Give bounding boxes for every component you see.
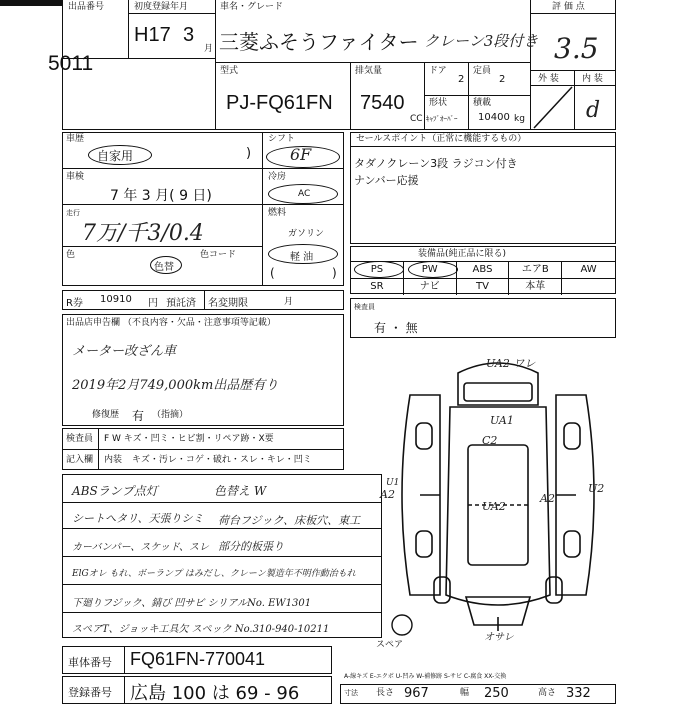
- lot-number: 5011: [48, 52, 94, 75]
- equip-ps: PS: [351, 262, 404, 279]
- equip-aw: AW: [562, 262, 615, 279]
- dimension-label: 寸法: [344, 689, 358, 697]
- equip-sr: SR: [351, 279, 404, 295]
- declaration-label: 出品店申告欄 （不良内容・欠品・注意事項等記載）: [66, 318, 276, 328]
- plate-label: 登録番号: [68, 686, 112, 699]
- damage-legend: A-線キズ E-エクボ U-凹み W-補修跡 S-サビ C-腐食 XX-交換: [344, 673, 507, 680]
- diag-label-a2-right: A2: [540, 492, 555, 505]
- declaration-line-2: 2019年2月749,000km出品歴有り: [72, 378, 279, 393]
- shift-value: 6F: [290, 145, 312, 164]
- height-value: 332: [566, 686, 591, 701]
- height-label: 高さ: [538, 688, 557, 698]
- inspection-value: 7 年 3 月( 9 日): [110, 188, 212, 204]
- check-row2-label: 記入欄: [66, 455, 94, 465]
- r-ticket-deposit: 預託済: [166, 298, 196, 309]
- color-label: 色: [66, 250, 76, 260]
- name-change-label: 名変期限: [208, 298, 248, 309]
- vehicle-name: 三菱ふそうファイター: [219, 30, 419, 54]
- length-label: 長さ: [376, 688, 395, 698]
- interior-grade: d: [586, 98, 601, 123]
- note-line-2: シートへタリ、天張りシミ: [72, 512, 204, 525]
- spare-tire-icon: [392, 615, 412, 635]
- wheel-fr: [564, 423, 580, 449]
- diag-label-top: UA2 ワレ: [486, 357, 536, 370]
- wheel-fl: [416, 423, 432, 449]
- sales-point-line-1: タダノクレーン3段 ラジコン付き: [354, 157, 518, 170]
- diag-label-ua: UA1: [490, 414, 514, 427]
- repair-note: （指摘）: [152, 410, 189, 420]
- check-row1-items: F W キズ・凹ミ・ヒビ割・リペア跡・X要: [104, 434, 274, 444]
- equip-abs: ABS: [457, 262, 510, 279]
- width-value: 250: [484, 686, 509, 701]
- length-value: 967: [404, 686, 429, 701]
- damage-diagram: [380, 345, 616, 645]
- reg-label: 初度登録年月: [134, 2, 189, 12]
- displacement-value: 7540: [360, 92, 405, 114]
- grade-handwritten: クレーン3段付き: [424, 32, 539, 50]
- exterior-label: 外 装: [538, 74, 559, 84]
- equip-tv: TV: [457, 279, 510, 295]
- diag-label-u1-left: U1: [386, 478, 400, 488]
- diag-label-a2-left: A2: [380, 488, 395, 501]
- mileage-label: 走行: [66, 209, 80, 217]
- note-line-1: ABSランプ点灯: [72, 484, 158, 498]
- sales-points-label: セールスポイント（正常に機能するもの）: [356, 134, 527, 144]
- ac-value: AC: [298, 189, 311, 199]
- equip-leather: 本革: [509, 279, 562, 295]
- note-right-3: 部分的板張り: [218, 540, 284, 553]
- equip-pw: PW: [404, 262, 457, 279]
- plate-value: 広島 100 は 69 - 96: [130, 683, 300, 704]
- wheel-bl: [434, 577, 450, 603]
- width-label: 幅: [460, 688, 470, 698]
- displacement-unit: CC: [410, 114, 423, 124]
- inspection-label: 車検: [66, 172, 85, 182]
- note-line-4: ElGオレ もれ、ボーランプ はみだし、クレーン製造年不明作動治もれ: [72, 569, 356, 579]
- wheel-rl: [416, 531, 432, 557]
- interior-label: 内 装: [582, 74, 603, 84]
- fuel-paren-close: ): [332, 266, 337, 280]
- diag-label-c2: C2: [482, 434, 498, 447]
- doors-label: ドア: [429, 66, 447, 76]
- displacement-label: 排気量: [355, 66, 383, 76]
- model-value: PJ-FQ61FN: [226, 92, 333, 114]
- sales-points-block: [350, 132, 616, 244]
- equip-empty: [562, 279, 615, 295]
- score-label: 評 価 点: [552, 2, 585, 12]
- check-row2-prefix: 内装: [104, 455, 123, 465]
- fuel-diesel: 軽 油: [290, 252, 314, 263]
- load-label: 積載: [473, 98, 492, 108]
- equip-airbag: エアB: [509, 262, 562, 279]
- repair-value: 有: [132, 409, 145, 423]
- r-ticket-yen: 円: [148, 298, 158, 309]
- wheel-rr: [564, 531, 580, 557]
- vin-label: 車体番号: [68, 656, 112, 669]
- doors-value: 2: [458, 74, 465, 85]
- mileage-handwritten: 7万/千3/0.4: [82, 221, 204, 246]
- reg-month: 3: [183, 24, 195, 46]
- color-value: 色替: [154, 262, 174, 273]
- r-ticket-label: R券: [66, 298, 83, 309]
- history-paren: ): [246, 146, 252, 161]
- note-line-5: 下廻りフジック、錆び 凹サビ シリアルNo. EW1301: [72, 598, 312, 609]
- ps-circle: [354, 261, 404, 278]
- load-value: 10400: [478, 112, 510, 123]
- capacity-label: 定員: [473, 66, 492, 76]
- equipment-label: 装備品(純正品に限る): [418, 249, 507, 259]
- inspector-label: 検査員: [354, 303, 375, 311]
- inspector-value: 有 ・ 無: [374, 321, 418, 335]
- reg-era: H17: [134, 24, 171, 46]
- wheel-br: [546, 577, 562, 603]
- fuel-value: ガソリン: [288, 229, 325, 239]
- capacity-value: 2: [499, 74, 506, 85]
- exterior-slash-icon: [530, 85, 574, 130]
- fuel-paren-open: (: [270, 266, 275, 280]
- spare-label: スペア: [376, 640, 404, 650]
- reg-month-unit: 月: [204, 44, 214, 54]
- note-line-3: カーバンパー、スケッド、スレ: [72, 542, 209, 553]
- load-unit: kg: [514, 114, 525, 124]
- fuel-label: 燃料: [268, 208, 287, 218]
- diag-label-ua2-mid: UA2: [482, 500, 506, 513]
- model-label: 型式: [220, 66, 239, 76]
- shift-label: シフト: [268, 134, 296, 144]
- check-row2-items: キズ・汚レ・コゲ・破れ・スレ・キレ・凹ミ: [132, 455, 312, 465]
- history-value: 自家用: [97, 149, 134, 163]
- diag-label-bottom: オサレ: [484, 632, 514, 643]
- sales-point-line-2: ナンバー応援: [354, 174, 419, 187]
- repair-label: 修復歴: [92, 410, 120, 420]
- shape-value: ｷｬﾌﾞｵｰﾊﾞｰ: [426, 115, 458, 123]
- color-code-label: 色コード: [200, 250, 237, 260]
- lot-label: 出品番号: [68, 2, 105, 12]
- declaration-line-1: メーター改ざん車: [72, 344, 177, 359]
- r-ticket-value: 10910: [100, 294, 132, 305]
- name-change-month: 月: [284, 297, 294, 307]
- ac-label: 冷房: [268, 172, 287, 182]
- check-row1-label: 検査員: [66, 434, 94, 444]
- note-right-1: 色替え W: [214, 484, 267, 498]
- diagram-cab-window: [464, 383, 532, 401]
- score-value: 3.5: [554, 32, 599, 65]
- note-right-2: 荷台フジック、床板穴、東工: [218, 514, 361, 527]
- equip-navi: ナビ: [404, 279, 457, 295]
- diag-label-u2: U2: [588, 482, 605, 495]
- name-label: 車名・グレード: [220, 2, 284, 12]
- vin-value: FQ61FN-770041: [130, 649, 266, 669]
- history-label: 車歴: [66, 134, 85, 144]
- note-line-6: スペアT、ジョッキ工具欠 スペック No.310-940-10211: [72, 624, 330, 635]
- pw-circle: [408, 261, 458, 278]
- shape-label: 形状: [429, 98, 448, 108]
